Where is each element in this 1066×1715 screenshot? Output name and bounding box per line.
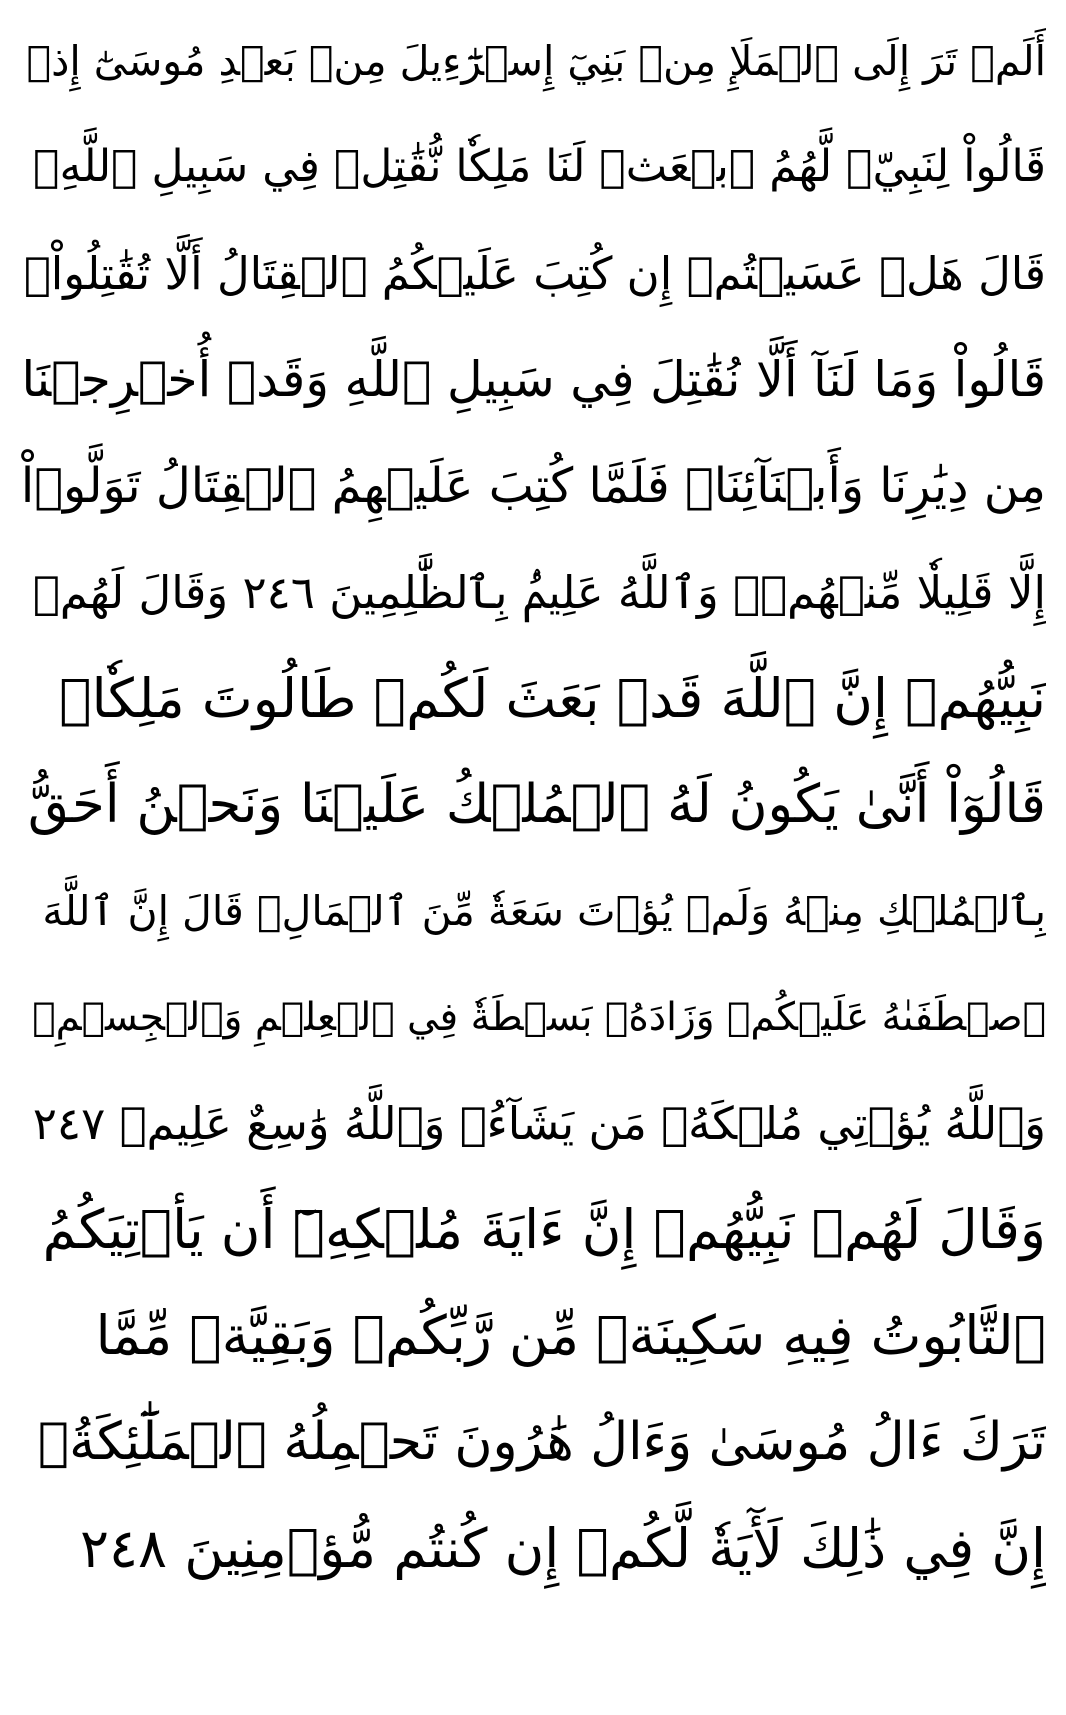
verse-line-2: قَالُواْ لِنَبِيّٖ لَّهُمُ ٱبۡعَثۡ لَنَا مَلِكٗا نُّقَٰتِلۡ فِي سَبِيلِ ٱللَّهِۖ	[33, 141, 1046, 193]
verse-line-10: ٱصۡطَفَىٰهُ عَلَيۡكُمۡ وَزَادَهُۥ بَسۡطَةٗ فِي ٱلۡعِلۡمِ وَٱلۡجِسۡمِۖ	[32, 994, 1046, 1040]
verse-line-3: قَالَ هَلۡ عَسَيۡتُمۡ إِن كُتِبَ عَلَيۡكُمُ ٱلۡقِتَالُ أَلَّا تُقَٰتِلُواْۖ	[23, 247, 1046, 301]
verse-line-8: قَالُوٓاْ أَنَّىٰ يَكُونُ لَهُ ٱلۡمُلۡكُ عَلَيۡنَا وَنَحۡنُ أَحَقُّ	[27, 774, 1046, 836]
verse-line-12: وَقَالَ لَهُمۡ نَبِيُّهُمۡ إِنَّ ءَايَةَ مُلۡكِهِۦٓ أَن يَأۡتِيَكُمُ	[42, 1197, 1046, 1261]
verse-line-14: تَرَكَ ءَالُ مُوسَىٰ وَءَالُ هَٰرُونَ تَحۡمِلُهُ ٱلۡمَلَٰٓئِكَةُۚ	[37, 1412, 1046, 1473]
verse-line-5: مِن دِيَٰرِنَا وَأَبۡنَآئِنَاۖ فَلَمَّا كُتِبَ عَلَيۡهِمُ ٱلۡقِتَالُ تَوَلَّوۡاْ	[20, 458, 1046, 515]
verse-line-1: أَلَمۡ تَرَ إِلَى ٱلۡمَلَإِ مِنۢ بَنِيٓ إِسۡرَٰٓءِيلَ مِنۢ بَعۡدِ مُوسَىٰٓ إِذۡ	[26, 36, 1046, 85]
verse-line-6: إِلَّا قَلِيلٗا مِّنۡهُمۡۚ وَٱللَّهُ عَلِيمُۢ بِٱلظَّٰلِمِينَ ٢٤٦ وَقَالَ لَهُمۡ	[32, 565, 1046, 619]
verse-line-11: وَٱللَّهُ يُؤۡتِي مُلۡكَهُۥ مَن يَشَآءُۚ وَٱللَّهُ وَٰسِعٌ عَلِيمٞ ٢٤٧	[32, 1097, 1046, 1151]
verse-line-13: ٱلتَّابُوتُ فِيهِ سَكِينَةٞ مِّن رَّبِّكُمۡ وَبَقِيَّةٞ مِّمَّا	[95, 1304, 1046, 1368]
verse-line-7: نَبِيُّهُمۡ إِنَّ ٱللَّهَ قَدۡ بَعَثَ لَكُمۡ طَالُوتَ مَلِكٗاۚ	[59, 666, 1046, 730]
verse-line-9: بِٱلۡمُلۡكِ مِنۡهُ وَلَمۡ يُؤۡتَ سَعَةٗ مِّنَ ٱلۡمَالِۚ قَالَ إِنَّ ٱللَّهَ	[42, 886, 1046, 935]
verse-line-4: قَالُواْ وَمَا لَنَآ أَلَّا نُقَٰتِلَ فِي سَبِيلِ ٱللَّهِ وَقَدۡ أُخۡرِجۡنَا	[21, 351, 1046, 409]
verse-line-15: إِنَّ فِي ذَٰلِكَ لَأٓيَةٗ لَّكُمۡ إِن كُنتُم مُّؤۡمِنِينَ ٢٤٨	[80, 1516, 1046, 1580]
quran-page	[20, 8, 1046, 1708]
